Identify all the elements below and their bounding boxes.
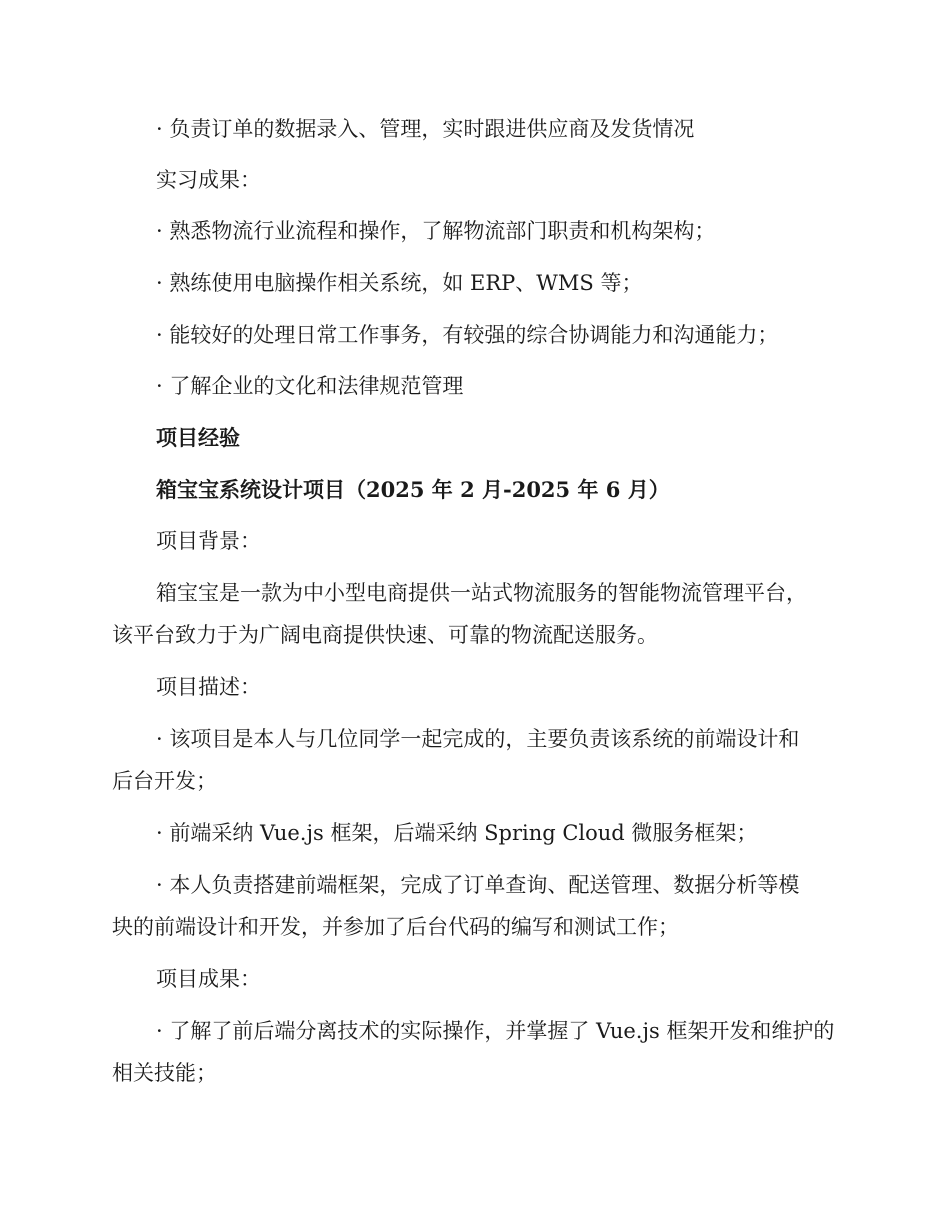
project-section-title: 项目经验	[156, 425, 240, 450]
internship-result-item: · 能较好的处理日常工作事务，有较强的综合协调能力和沟通能力；	[156, 323, 779, 347]
internship-result-item: · 熟悉物流行业流程和操作，了解物流部门职责和机构架构；	[156, 219, 716, 243]
description-label: 项目描述：	[156, 675, 261, 699]
description-item-line: 块的前端设计和开发，并参加了后台代码的编写和测试工作；	[112, 915, 679, 939]
internship-item: · 负责订单的数据录入、管理，实时跟进供应商及发货情况	[156, 117, 695, 141]
results-item-line: 相关技能；	[112, 1061, 217, 1085]
internship-result-item: · 了解企业的文化和法律规范管理	[156, 374, 464, 398]
results-label: 项目成果：	[156, 967, 261, 991]
background-text-line: 该平台致力于为广阔电商提供快速、可靠的物流配送服务。	[112, 623, 658, 647]
internship-results-label: 实习成果：	[156, 168, 261, 192]
results-item-line: · 了解了前后端分离技术的实际操作，并掌握了 Vue.js 框架开发和维护的	[156, 1019, 835, 1043]
project-title: 箱宝宝系统设计项目（2025 年 2 月-2025 年 6 月）	[156, 477, 670, 502]
description-item: · 前端采纳 Vue.js 框架，后端采纳 Spring Cloud 微服务框架；	[156, 821, 758, 845]
description-item-line: · 该项目是本人与几位同学一起完成的，主要负责该系统的前端设计和	[156, 727, 800, 751]
description-item-line: 后台开发；	[112, 769, 217, 793]
background-text-line: 箱宝宝是一款为中小型电商提供一站式物流服务的智能物流管理平台，	[156, 581, 807, 605]
background-label: 项目背景：	[156, 529, 261, 553]
internship-result-item: · 熟练使用电脑操作相关系统，如 ERP、WMS 等；	[156, 271, 643, 295]
description-item-line: · 本人负责搭建前端框架，完成了订单查询、配送管理、数据分析等模	[156, 873, 800, 897]
